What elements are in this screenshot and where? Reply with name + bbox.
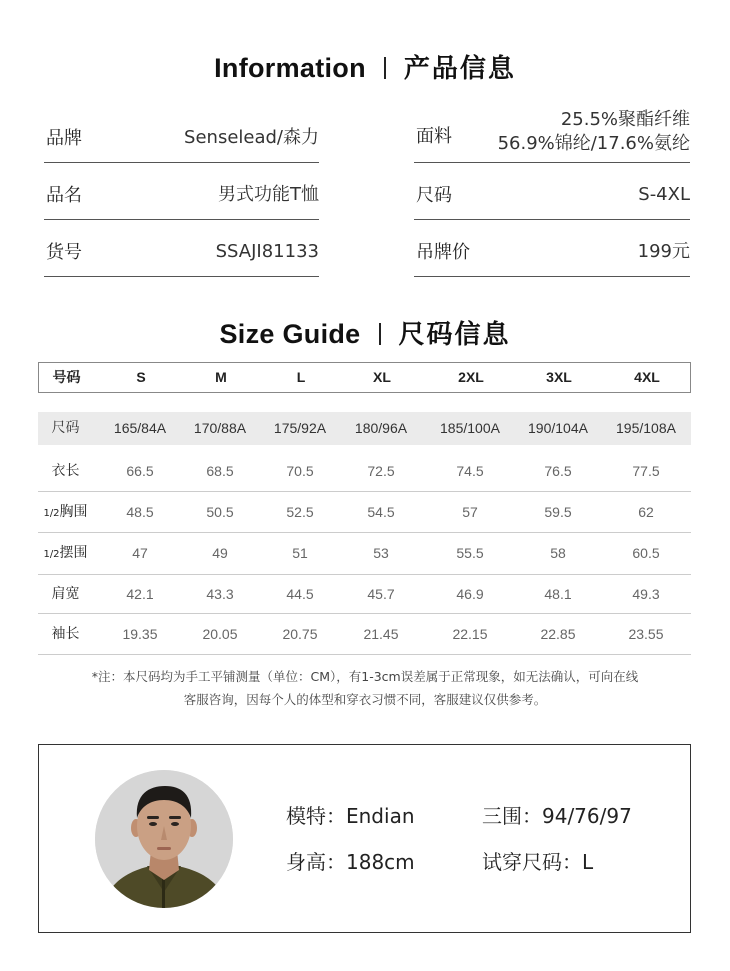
info-row-price xyxy=(414,222,690,277)
info-row-fabric xyxy=(414,100,690,163)
table-cell: 66.5 xyxy=(126,463,154,479)
table-cell: 77.5 xyxy=(632,463,660,479)
table-cell: 52.5 xyxy=(286,504,314,520)
info-value: 199元 xyxy=(637,241,690,262)
note-line-2: 客服咨询，因每个人的体型和穿衣习惯不同，客服建议仅供参考。 xyxy=(183,692,547,707)
info-title-cn: 产品信息 xyxy=(403,54,516,84)
header-cell: 2XL xyxy=(458,369,484,385)
info-row-product-name xyxy=(44,165,319,220)
size-title-cn: 尺码信息 xyxy=(398,320,511,350)
table-cell: 20.05 xyxy=(202,626,238,642)
table-cell: 44.5 xyxy=(286,586,314,602)
info-label: 品名 xyxy=(46,185,82,206)
row-label-prefix: 1/2 xyxy=(43,549,60,560)
header-cell: 号码 xyxy=(52,369,81,385)
info-label: 货号 xyxy=(46,242,82,263)
table-row xyxy=(38,575,691,614)
model-measurements: 三围：94/76/97 xyxy=(482,804,632,828)
table-cell: 49 xyxy=(212,545,228,561)
row-label: 尺码 xyxy=(51,420,80,436)
title-separator xyxy=(379,323,381,345)
row-label-text: 胸围 xyxy=(59,504,88,520)
table-cell: 22.85 xyxy=(540,626,576,642)
model-height: 身高：188cm xyxy=(286,850,415,874)
table-row xyxy=(38,412,691,445)
info-value-fabric xyxy=(498,108,690,156)
title-separator xyxy=(384,57,386,79)
header-cell: XL xyxy=(373,369,391,385)
info-value: S-4XL xyxy=(638,184,690,205)
table-cell: 195/108A xyxy=(616,420,676,436)
table-cell: 54.5 xyxy=(367,504,395,520)
table-cell: 180/96A xyxy=(354,420,408,436)
fabric-line-2: 56.9%锦纶/17.6%氨纶 xyxy=(497,133,690,154)
row-label: 衣长 xyxy=(51,463,80,479)
table-cell: 50.5 xyxy=(206,504,234,520)
table-cell: 190/104A xyxy=(528,420,588,436)
table-cell: 22.15 xyxy=(452,626,488,642)
info-value: Senselead/森力 xyxy=(184,127,319,148)
size-note xyxy=(0,665,730,711)
table-row xyxy=(38,614,691,655)
table-cell: 19.35 xyxy=(122,626,158,642)
table-cell: 165/84A xyxy=(113,420,167,436)
table-row xyxy=(38,451,691,492)
row-label xyxy=(38,492,93,534)
table-cell: 23.55 xyxy=(628,626,664,642)
table-cell: 60.5 xyxy=(632,545,660,561)
row-label: 袖长 xyxy=(51,626,80,642)
table-cell: 49.3 xyxy=(632,586,660,602)
table-cell: 21.45 xyxy=(363,626,399,642)
info-label: 吊牌价 xyxy=(416,242,470,263)
info-value: SSAJI81133 xyxy=(215,241,319,262)
note-line-1: *注：本尺码均为手工平铺测量（单位：CM），有1-3cm误差属于正常现象，如无法确认，可向在线 xyxy=(91,669,639,684)
row-label xyxy=(38,533,93,575)
table-cell: 48.5 xyxy=(126,504,154,520)
row-label-text: 摆围 xyxy=(59,545,88,561)
table-cell: 51 xyxy=(292,545,308,561)
size-title-en: Size Guide xyxy=(219,319,361,349)
info-value: 男式功能T恤 xyxy=(218,184,319,205)
model-fit-size: 试穿尺码：L xyxy=(482,850,594,874)
table-cell: 43.3 xyxy=(206,586,234,602)
info-label: 尺码 xyxy=(416,185,452,206)
size-guide-title xyxy=(0,314,730,351)
table-cell: 57 xyxy=(462,504,478,520)
table-cell: 76.5 xyxy=(544,463,572,479)
size-table-header xyxy=(38,362,691,393)
table-cell: 53 xyxy=(373,545,389,561)
table-cell: 74.5 xyxy=(456,463,484,479)
info-row-item-no xyxy=(44,222,319,277)
table-row xyxy=(38,533,691,575)
table-row xyxy=(38,492,691,533)
table-cell: 48.1 xyxy=(544,586,572,602)
table-cell: 58 xyxy=(550,545,566,561)
info-label: 面料 xyxy=(416,126,452,147)
model-avatar xyxy=(95,770,233,908)
table-cell: 62 xyxy=(638,504,654,520)
model-portrait-image xyxy=(95,770,233,908)
table-cell: 175/92A xyxy=(273,420,327,436)
row-label: 肩宽 xyxy=(51,586,80,602)
table-cell: 45.7 xyxy=(367,586,395,602)
fabric-line-1: 25.5%聚酯纤维 xyxy=(560,109,690,130)
info-label: 品牌 xyxy=(46,128,82,149)
model-name: 模特：Endian xyxy=(286,804,415,828)
header-cell: S xyxy=(136,369,146,385)
table-cell: 185/100A xyxy=(440,420,500,436)
table-cell: 42.1 xyxy=(126,586,154,602)
header-cell: 3XL xyxy=(546,369,572,385)
info-row-brand xyxy=(44,108,319,163)
info-row-size-range xyxy=(414,165,690,220)
header-cell: M xyxy=(215,369,227,385)
table-cell: 55.5 xyxy=(456,545,484,561)
table-cell: 47 xyxy=(132,545,148,561)
table-cell: 59.5 xyxy=(544,504,572,520)
row-label-prefix: 1/2 xyxy=(43,508,60,519)
header-cell: 4XL xyxy=(634,369,660,385)
info-title xyxy=(0,48,730,85)
table-cell: 170/88A xyxy=(193,420,247,436)
header-cell: L xyxy=(296,369,306,385)
table-cell: 68.5 xyxy=(206,463,234,479)
table-cell: 20.75 xyxy=(282,626,318,642)
table-cell: 70.5 xyxy=(286,463,314,479)
table-cell: 72.5 xyxy=(367,463,395,479)
info-title-en: Information xyxy=(214,53,366,83)
table-cell: 46.9 xyxy=(456,586,484,602)
